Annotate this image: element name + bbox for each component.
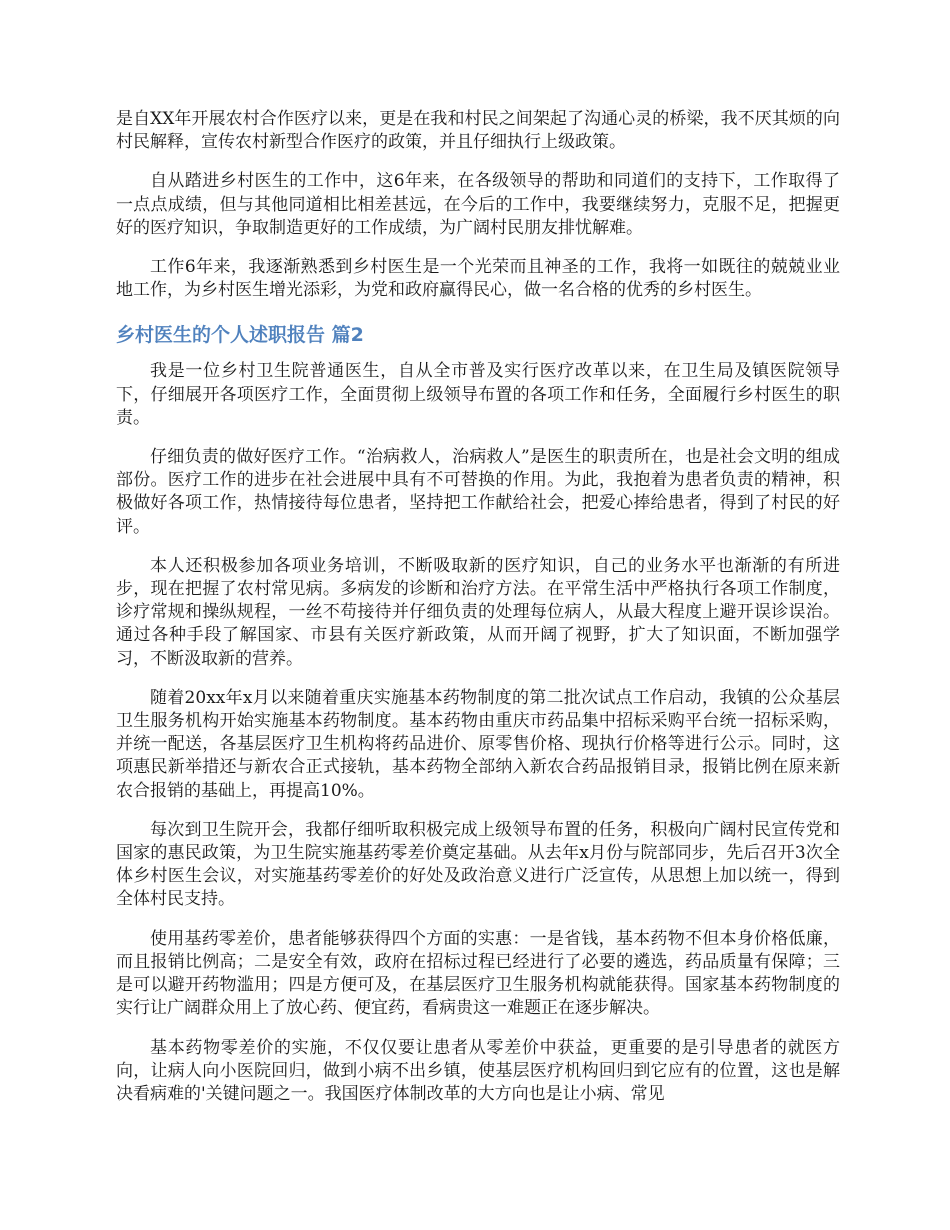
paragraph: 仔细负责的做好医疗工作。“治病救人，治病救人”是医生的职责所在，也是社会文明的组成部份。医疗工作的进步在社会进展中具有不可替换的作用。为此，我抱着为患者负责的精神，积极做好各项工作，热情接待每位患者，坚持把工作献给社会，把爱心捧给患者，得到了村民的好评。 — [116, 447, 840, 537]
paragraph: 自从踏进乡村医生的工作中，这6年来，在各级领导的帮助和同道们的支持下，工作取得了一点点成绩，但与其他同道相比相差甚远，在今后的工作中，我要继续努力，克服不足，把握更好的医疗知识，争取制造更好的工作成绩，为广阔村民朋友排忧解难。 — [116, 171, 840, 238]
section-heading: 乡村医生的个人述职报告 篇2 — [116, 324, 364, 347]
paragraph: 是自XX年开展农村合作医疗以来，更是在我和村民之间架起了沟通心灵的桥梁，我不厌其烦的向村民解释，宣传农村新型合作医疗的政策，并且仔细执行上级政策。 — [116, 109, 840, 153]
paragraph: 基本药物零差价的实施，不仅仅要让患者从零差价中获益，更重要的是引导患者的就医方向，让病人向小医院回归，做到小病不出乡镇，使基层医疗机构回归到它应有的位置，这也是解决看病难的'关键问题之一。我国医疗体制改革的大方向也是让小病、常见 — [116, 1037, 840, 1104]
document-page — [116, 108, 840, 1122]
paragraph: 本人还积极参加各项业务培训，不断吸取新的医疗知识，自己的业务水平也渐渐的有所进步，现在把握了农村常见病。多病发的诊断和治疗方法。在平常生活中严格执行各项工作制度，诊疗常规和操纵规程，一丝不苟接待并仔细负责的处理每位病人，从最大程度上避开误诊误治。通过各种手段了解国家、市县有关医疗新政策，从而开阔了视野，扩大了知识面，不断加强学习，不断汲取新的营养。 — [116, 555, 840, 669]
paragraph: 每次到卫生院开会，我都仔细听取积极完成上级领导布置的任务，积极向广阔村民宣传党和国家的惠民政策，为卫生院实施基药零差价奠定基础。从去年x月份与院部同步，先后召开3次全体乡村医生会议，对实施基药零差价的好处及政治意义进行广泛宣传，从思想上加以统一，得到全体村民支持。 — [116, 819, 840, 910]
paragraph: 工作6年来，我逐渐熟悉到乡村医生是一个光荣而且神圣的工作，我将一如既往的兢兢业业地工作，为乡村医生增光添彩，为党和政府赢得民心，做一名合格的优秀的乡村医生。 — [116, 257, 840, 301]
paragraph: 使用基药零差价，患者能够获得四个方面的实惠：一是省钱，基本药物不但本身价格低廉，而且报销比例高；二是安全有效，政府在招标过程已经进行了必要的遴选，药品质量有保障；三是可以避开药物滥用；四是方便可及，在基层医疗卫生服务机构就能获得。国家基本药物制度的实行让广阔群众用上了放心药、便宜药，看病贵这一难题正在逐步解决。 — [116, 928, 840, 1019]
paragraph: 我是一位乡村卫生院普通医生，自从全市普及实行医疗改革以来，在卫生局及镇医院领导下，仔细展开各项医疗工作，全面贯彻上级领导布置的各项工作和任务，全面履行乡村医生的职责。 — [116, 361, 840, 428]
paragraph: 随着20xx年x月以来随着重庆实施基本药物制度的第二批次试点工作启动，我镇的公众基层卫生服务机构开始实施基本药物制度。基本药物由重庆市药品集中招标采购平台统一招标采购，并统一配送，各基层医疗卫生机构将药品进价、原零售价格、现执行价格等进行公示。同时，这项惠民新举措还与新农合正式接轨，基本药物全部纳入新农合药品报销目录，报销比例在原来新农合报销的基础上，再提高10%。 — [116, 687, 840, 801]
